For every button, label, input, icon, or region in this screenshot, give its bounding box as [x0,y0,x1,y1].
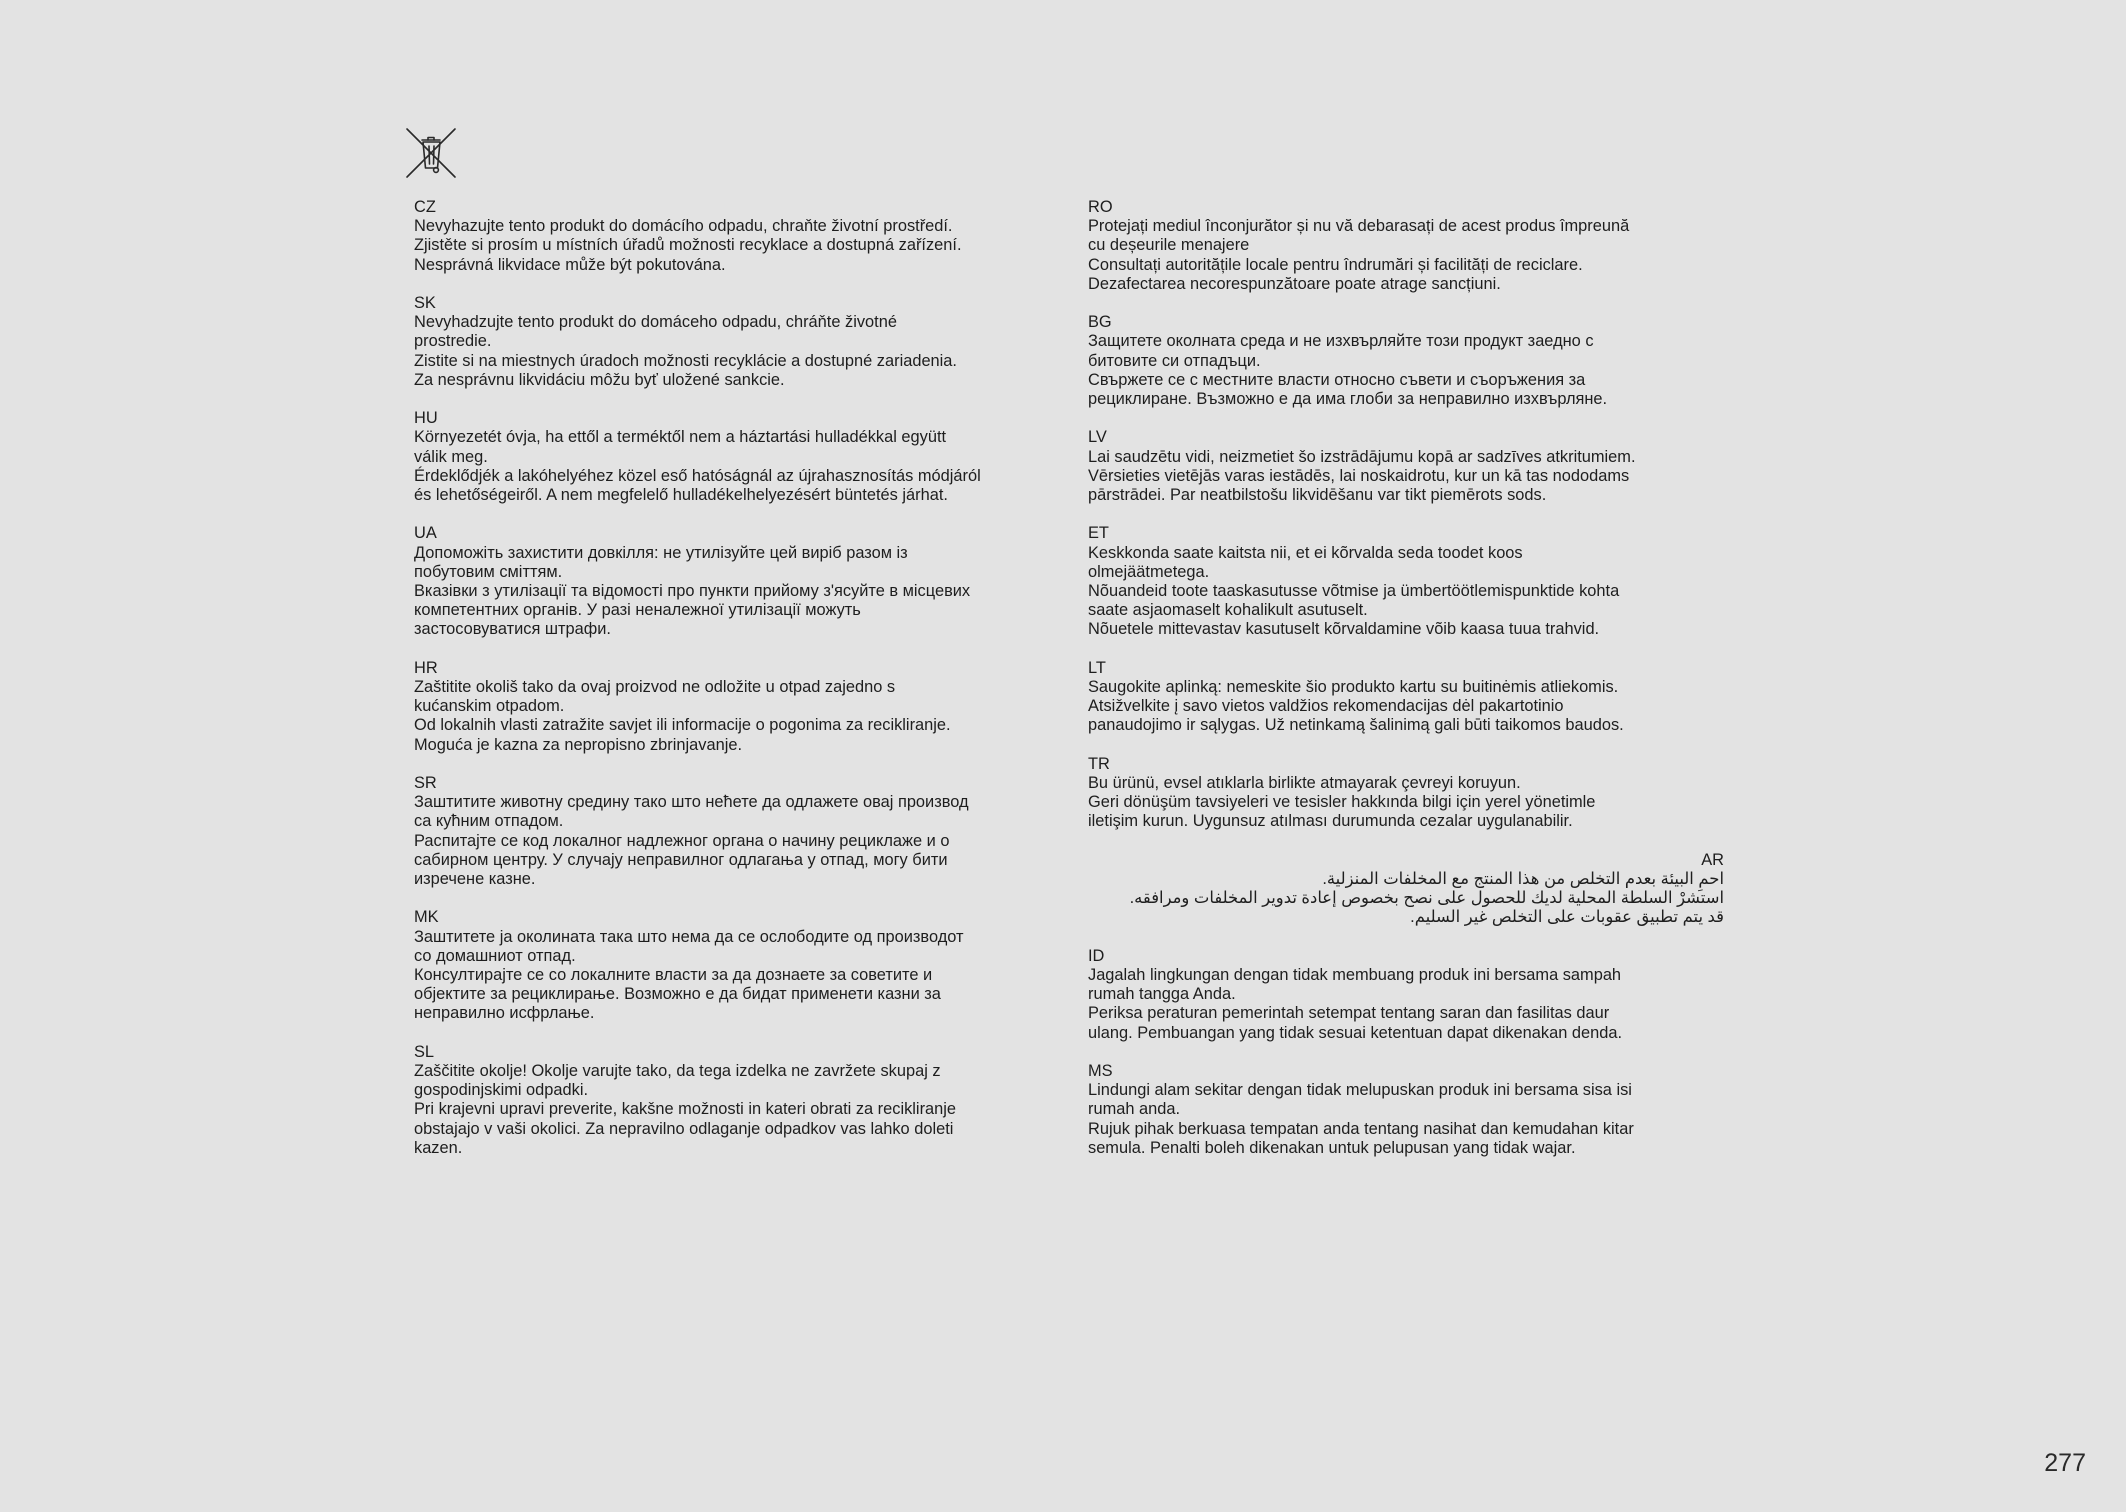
language-code: MK [414,908,439,927]
disposal-notice-sr [414,774,1054,889]
disposal-text: Környezetét óvja, ha ettől a terméktől nem a háztartási hulladékkal együtt válik meg. Érdeklődjék a lakóhelyéhez közel eső hatóságnál az újrahasznosítás módjáról és lehetőségeiről. A nem megfelelő hulladékelhelyezésért büntetés járhat. [414,428,981,505]
language-code: CZ [414,198,436,216]
language-code: SL [414,1042,435,1061]
language-code: UA [414,524,437,543]
disposal-notice-et [1088,524,1724,639]
disposal-notice-ms [1088,1062,1724,1158]
disposal-notice-bg [1088,313,1724,409]
disposal-text: Lindungi alam sekitar dengan tidak melupuskan produk ini bersama sisa isi rumah anda. Rujuk pihak berkuasa tempatan anda tentang nasihat dan kemudahan kitar semula. Penalti boleh dikenakan untuk pelupusan yang tidak wajar. [1088,1081,1634,1157]
right-language-column [1088,198,1724,1177]
left-language-column [414,198,1054,1177]
language-code: BG [1088,313,1112,332]
disposal-notice-sk [414,294,1054,390]
disposal-notice-lv [1088,428,1724,505]
disposal-notice-hu [414,409,1054,505]
language-code: LT [1088,658,1106,677]
disposal-text: Lai saudzētu vidi, neizmetiet šo izstrādājumu kopā ar sadzīves atkritumiem. Vērsieties vietējās varas iestādēs, lai noskaidrotu, kur un kā tas nododams pārstrādei. Par neatbilstošu likvidēšanu var tikt piemērots sods. [1088,447,1636,505]
crossed-out-wheelie-bin-icon [405,127,457,179]
disposal-notice-mk [414,908,1054,1023]
disposal-text: Protejați mediul înconjurător și nu vă debarasați de acest produs împreună cu deșeurile menajere Consultați autoritățile locale pentru îndrumări și facilități de reciclare. Dezafectarea necorespunzătoare poate atrage sancțiuni. [1088,217,1630,293]
disposal-text: Допоможіть захистити довкілля: не утилізуйте цей виріб разом із побутовим сміттям. Вказівки з утилізації та відомості про пункти прийому з'ясуйте в місцевих компетентних органів. У разі неналежної утилізації можуть застосовуватися штрафи. [414,543,971,639]
disposal-notice-ro [1088,198,1724,294]
disposal-notice-id [1088,947,1724,1043]
language-code: AR [1701,850,1724,869]
disposal-notice-lt [1088,659,1724,736]
language-code: HR [414,658,438,677]
language-code: ET [1088,524,1109,543]
language-code: ID [1088,946,1105,965]
disposal-text: احمِ البيئة بعدم التخلص من هذا المنتج مع المخلفات المنزلية. استشرْ السلطة المحلية لديك للحصول على نصح بخصوص إعادة تدوير المخلفات ومرافقه. قد يتم تطبيق عقوبات على التخلص غير السليم. [1129,870,1724,927]
disposal-notice-hr [414,659,1054,755]
language-code: RO [1088,198,1113,216]
language-code: SR [414,774,437,793]
language-code: HU [414,409,438,428]
disposal-notice-tr [1088,755,1724,832]
disposal-notice-sl [414,1043,1054,1158]
disposal-text: Zaštitite okoliš tako da ovaj proizvod ne odložite u otpad zajedno s kućanskim otpadom. Od lokalnih vlasti zatražite savjet ili informacije o pogonima za recikliranje. Moguća je kazna za nepropisno zbrinjavanje. [414,678,951,754]
disposal-notice-ua [414,524,1054,639]
disposal-text: Заштитите животну средину тако што нећете да одлажете овај производ са кућним отпадом. Распитајте се код локалног надлежног органа о начину рециклаже и о сабирном центру. У случају неправилног одлагања у отпад, могу бити изречене казне. [414,793,969,889]
page-number: 277 [2044,1449,2086,1477]
disposal-text: Saugokite aplinką: nemeskite šio produkto kartu su buitinėmis atliekomis. Atsižvelkite į savo vietos valdžios rekomendacijas dėl pakartotinio panaudojimo ir sąlygas. Už netinkamą šalinimą gali būti taikomos baudos. [1088,678,1624,735]
disposal-text: Keskkonda saate kaitsta nii, et ei kõrvalda seda toodet koos olmejäätmetega. Nõuandeid toote taaskasutusse võtmise ja ümbertöötlemispunktide kohta saate asjaomaselt kohalikult asutuselt. Nõuetele mittevastav kasutuselt kõrvaldamine võib kaasa tuua trahvid. [1088,543,1620,639]
disposal-text: Защитете околната среда и не изхвърляйте този продукт заедно с битовите си отпадъци. Свържете се с местните власти относно съвети и съоръжения за рециклиране. Възможно е да има глоби за неправилно изхвърляне. [1088,332,1608,409]
language-code: TR [1088,754,1110,773]
disposal-text: Nevyhadzujte tento produkt do domáceho odpadu, chráňte životné prostredie. Zistite si na miestnych úradoch možnosti recyklácie a dostupné zariadenia. Za nesprávnu likvidáciu môžu byť uložené sankcie. [414,313,957,389]
disposal-text: Jagalah lingkungan dengan tidak membuang produk ini bersama sampah rumah tangga Anda. Periksa peraturan pemerintah setempat tentang saran dan fasilitas daur ulang. Pembuangan yang tidak sesuai ketentuan dapat dikenakan denda. [1088,966,1623,1042]
disposal-notice-cz [414,198,1054,275]
disposal-text: Заштитете ја околината така што нема да се ослободите од производот со домашниот отпад. Консултирајте се со локалните власти за да дознаете за советите и објектите за рециклирање. Возможно е да бидат применети казни за неправилно исфрлање. [414,927,964,1023]
language-code: MS [1088,1062,1113,1081]
disposal-text: Nevyhazujte tento produkt do domácího odpadu, chraňte životní prostředí. Zjistěte si prosím u místních úřadů možnosti recyklace a dostupná zařízení. Nesprávná likvidace může být pokutována. [414,217,962,274]
disposal-text: Zaščitite okolje! Okolje varujte tako, da tega izdelka ne zavržete skupaj z gospodinjskimi odpadki. Pri krajevni upravi preverite, kakšne možnosti in kateri obrati za recikliranje obstajajo v vaši okolici. Za nepravilno odlaganje odpadkov vas lahko doleti kazen. [414,1062,957,1157]
disposal-notice-ar [1088,851,1724,928]
language-code: LV [1088,428,1107,447]
language-code: SK [414,294,436,312]
disposal-text: Bu ürünü, evsel atıklarla birlikte atmayarak çevreyi koruyun. Geri dönüşüm tavsiyeleri ve tesisler hakkında bilgi için yerel yönetimle iletişim kurun. Uygunsuz atılması durumunda cezalar uygulanabilir. [1088,774,1596,831]
